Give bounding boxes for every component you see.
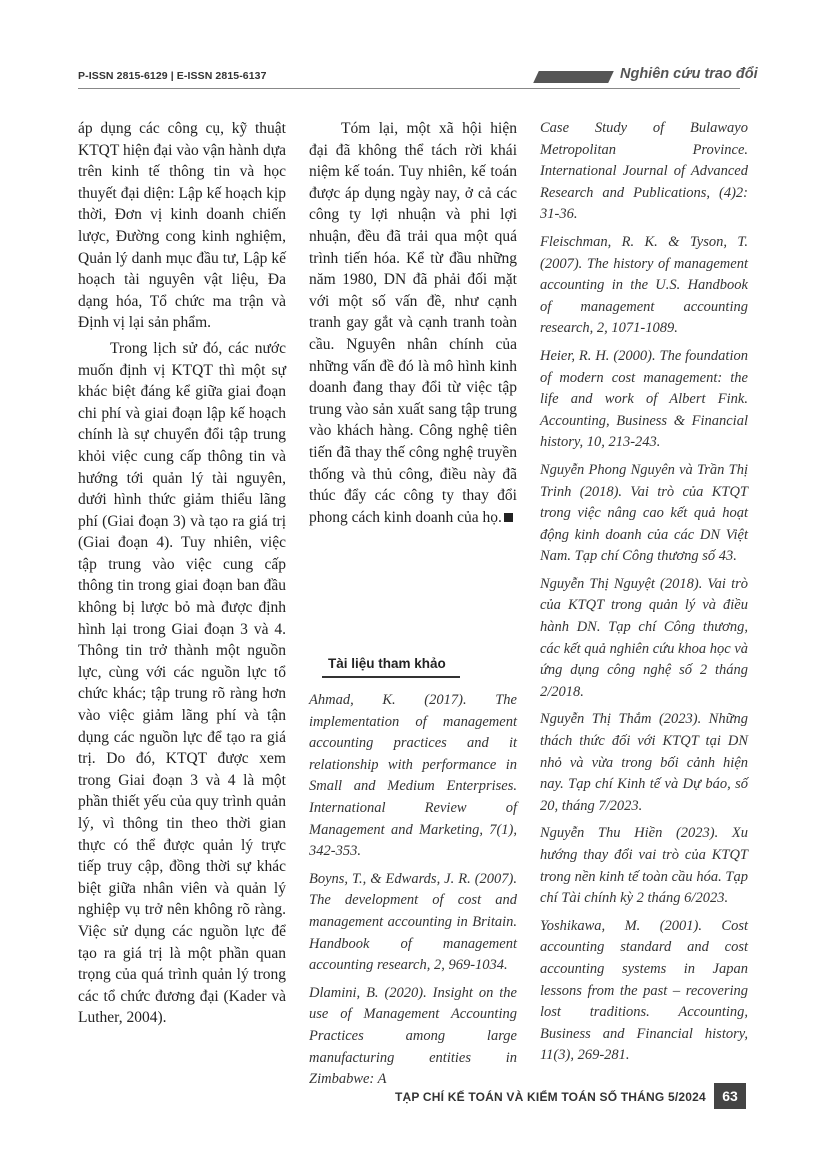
paragraph	[309, 118, 517, 528]
references-title: Tài liệu tham khảo	[328, 656, 446, 671]
reference-item: Heier, R. H. (2000). The foundation of modern cost management: the life and work of Albert Fink. Accounting, Business & Financial history, 10, 213-243.	[540, 347, 748, 451]
reference-item: Fleischman, R. K. & Tyson, T. (2007). The history of management accounting in the U.S. Handbook of management accounting research, 2, 1071-1089.	[540, 233, 748, 337]
column-2	[309, 118, 517, 528]
reference-item: Ahmad, K. (2017). The implementation of management accounting practices and it relationship with performance in Small and Medium Enterprises. International Review of Management and Marketing, 7(1), 342-353.	[309, 692, 517, 860]
header-rule	[78, 88, 740, 89]
footer-journal-title: TẠP CHÍ KẾ TOÁN VÀ KIỂM TOÁN SỐ THÁNG 5/2024	[395, 1090, 706, 1104]
section-title: Nghiên cứu trao đổi	[620, 66, 758, 82]
reference-item: Nguyễn Thị Nguyệt (2018). Vai trò của KTQT trong quản lý và điều hành DN. Tạp chí Công thương, các kết quả nghiên cứu khoa học và ứng dụng công nghệ số 2 tháng 2/2018.	[540, 575, 749, 700]
conclusion-text: Tóm lại, một xã hội hiện đại đã không thể tách rời khái niệm kế toán. Tuy nhiên, kế toán được áp dụng ngày nay, ở cả các công ty lợi nhuận và phi lợi nhuận, đều đã trải qua một quá trình tiến hóa. Kể từ đầu những năm 1980, DN đã phải đối mặt với một số vấn đề, như cạnh tranh gay gắt và cạnh tranh toàn cầu. Nguyên nhân chính của những vấn đề đó là mô hình kinh doanh đang thay đổi từ việc tập trung vào sản xuất sang tập trung vào khách hàng. Công nghệ tiên tiến đã thay thế công nghệ truyền thống và thủ công, điều này đã thúc đẩy các công ty thay đổi phong cách kinh doanh của họ.	[309, 120, 517, 526]
paragraph: áp dụng các công cụ, kỹ thuật KTQT hiện đại vào vận hành dựa trên kinh tế thông tin và học thuyết đại diện: Lập kế hoạch kịp thời, Đơn vị kinh doanh chiến lược, Đường cong kinh nghiệm, Quản lý danh mục đầu tư, Lập kế hoạch tài nguyên vật liệu, Đa dạng hóa, Tổ chức ma trận và Định vị lại sản phẩm.	[78, 120, 286, 332]
reference-item: Nguyễn Thu Hiền (2023). Xu hướng thay đổi vai trò của KTQT trong nền kinh tế toàn cầu hóa. Tạp chí Tài chính kỳ 2 tháng 6/2023.	[540, 825, 748, 907]
page-number: 63	[714, 1083, 746, 1109]
header-decor-bar	[533, 71, 614, 83]
references-column-2	[309, 690, 517, 1091]
issn-header: P-ISSN 2815-6129 | E-ISSN 2815-6137	[78, 70, 267, 82]
reference-item: Dlamini, B. (2020). Insight on the use of Management Accounting Practices among large manufacturing entities in Zimbabwe: A	[309, 984, 517, 1088]
reference-item: Nguyễn Thị Thắm (2023). Những thách thức đối với KTQT tại DN nhỏ và vừa trong bối cảnh hiện nay. Tạp chí Kinh tế và Dự báo, số 20, tháng 7/2023.	[540, 711, 748, 814]
reference-item: Nguyễn Phong Nguyên và Trần Thị Trinh (2018). Vai trò của KTQT trong việc nâng cao kết quả hoạt động kinh doanh của các DN Việt Nam. Tạp chí Công thương số 43.	[540, 461, 748, 565]
reference-item: Yoshikawa, M. (2001). Cost accounting standard and cost accounting systems in Japan lessons from the past – recovering lost traditions. Accounting, Business and Financial history, 11(3), 269-281.	[540, 917, 748, 1064]
references-title-underline	[322, 676, 460, 678]
column-3	[540, 118, 748, 1067]
paragraph: Trong lịch sử đó, các nước muốn định vị KTQT thì một sự khác biệt đáng kể giữa giai đoạn chi phí và giai đoạn lập kế hoạch chính là sự chuyển đổi tập trung khỏi việc cung cấp thông tin và hướng tới quản lý tài nguyên, dưới hình thức giảm thiểu lãng phí (Giai đoạn 3) và tạo ra giá trị (Giai đoạn 4). Tuy nhiên, việc tập trung vào việc cung cấp thông tin trong giai đoạn ban đầu không bị lược bỏ mà được định hình lại trong Giai đoạn 3 và 4. Thông tin trở thành một nguồn lực, cùng với các nguồn lực tổ chức khác; tập trung rõ ràng hơn vào việc giảm lãng phí và tận dụng các nguồn lực để tạo ra giá trị. Do đó, KTQT được xem trong Giai đoạn 3 và 4 là một phần thiết yếu của quy trình quản lý, vì thông tin theo thời gian thực có thể được quản lý trực tiếp truy cập, đồng thời sự khác biệt giữa nhân viên và quản lý nghiệp vụ trở nên không rõ ràng. Việc sử dụng các nguồn lực để tạo ra giá trị là một phần quan trọng của quá trình quản lý trong các tổ chức đương đại (Kader và Luther, 2004).	[78, 339, 286, 1027]
reference-item: Boyns, T., & Edwards, J. R. (2007). The development of cost and management accounting in Britain. Handbook of management accounting research, 2, 969-1034.	[309, 870, 517, 974]
column-1	[78, 118, 286, 1029]
reference-item: Case Study of Bulawayo Metropolitan Province. International Journal of Advanced Research and Publications, (4)2: 31-36.	[540, 120, 748, 223]
end-mark-icon	[504, 513, 513, 522]
